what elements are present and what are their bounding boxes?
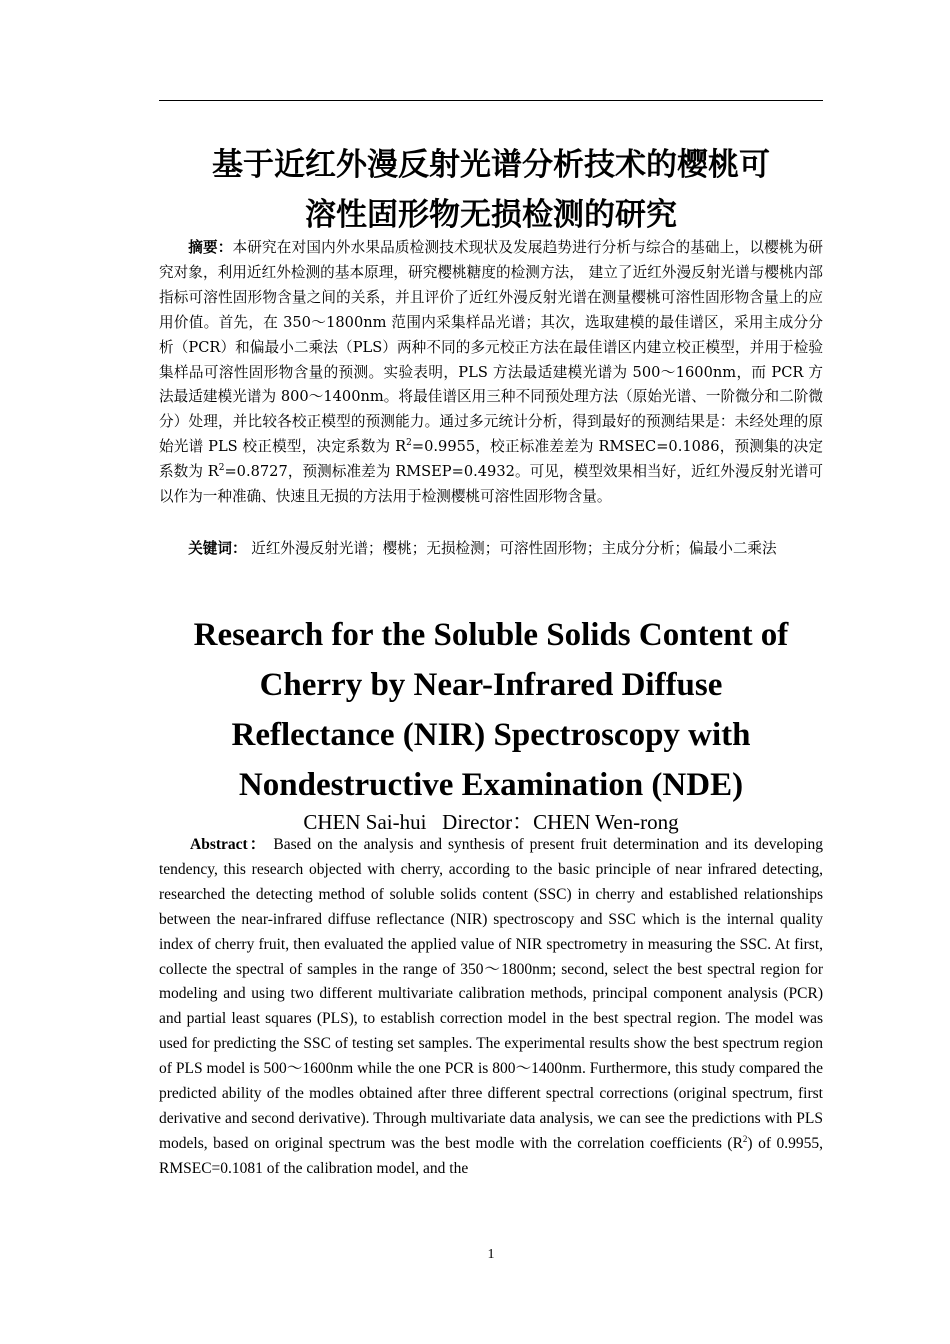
chinese-abstract-label: 摘要： bbox=[188, 239, 233, 256]
english-authors: CHEN Sai-hui Director：CHEN Wen-rong bbox=[303, 810, 679, 834]
chinese-abstract-text: =0.9955，校正标准差差为 RMSEC=0.1086，预测集的决定系数为 R bbox=[159, 438, 823, 481]
english-title-line: Research for the Soluble Solids Content of bbox=[193, 617, 789, 653]
chinese-keywords bbox=[159, 537, 823, 562]
chinese-abstract-text: =0.8727，预测标准差为 RMSEP=0.4932。可见，模型效果相当好，近红外漫反射光谱可以作为一种准确、快速且无损的方法用于检测樱桃可溶性固形物含量。 bbox=[159, 463, 823, 506]
english-abstract-label: Abstract： bbox=[190, 836, 268, 853]
english-title-line: Cherry by Near-Infrared Diffuse bbox=[259, 667, 723, 703]
english-abstract-text: Based on the analysis and synthesis of present fruit determination and its developing tendency, this research objected with cherry, according to the basic principle of near infrared detecting, researched the detecting method of soluble solids content (SSC) in cherry and established relationships between the near-infrared diffuse reflectance (NIR) spectroscopy and SSC which is the internal quality index of cherry fruit, then evaluated the applied value of NIR spectrometry in measuring the SSC. At first, collecte the spectral of samples in the range of 350～1800nm; second, select the best spectral region for modeling and using two different multivariate calibration methods, principal component analysis (PCR) and partial least squares (PLS), to establish correction model in the best spectral region. The model was used for predicting the SSC of testing set samples. The experimental results show the best spectrum region of PLS model is 500～1600nm while the one PCR is 800～1400nm. Furthermore, this study compared the predicted ability of the modles obtained after three different spectral corrections (original spectrum, first derivative and second derivative). Through multivariate data analysis, we can see the predictions with PLS models, based on original spectrum was the best modle with the correlation coefficients (R bbox=[159, 836, 823, 1152]
paper-page bbox=[159, 0, 823, 1344]
chinese-abstract bbox=[159, 236, 823, 510]
chinese-keywords-label: 关键词： bbox=[188, 540, 247, 557]
chinese-title bbox=[159, 140, 823, 240]
superscript: 2 bbox=[406, 438, 412, 449]
superscript: 2 bbox=[742, 1133, 748, 1144]
english-title-line: Reflectance (NIR) Spectroscopy with bbox=[231, 717, 751, 753]
english-title-line: Nondestructive Examination (NDE) bbox=[238, 767, 744, 803]
page-number: 1 bbox=[487, 1247, 495, 1262]
english-title bbox=[159, 610, 823, 810]
english-abstract bbox=[159, 833, 823, 1182]
chinese-keywords-text: 近红外漫反射光谱；樱桃；无损检测；可溶性固形物；主成分分析；偏最小二乘法 bbox=[251, 540, 777, 557]
chinese-title-line: 溶性固形物无损检测的研究 bbox=[305, 197, 677, 233]
superscript: 2 bbox=[218, 463, 225, 474]
header-rule bbox=[159, 100, 823, 101]
chinese-title-line: 基于近红外漫反射光谱分析技术的樱桃可 bbox=[212, 147, 770, 183]
chinese-abstract-text: 本研究在对国内外水果品质检测技术现状及发展趋势进行分析与综合的基础上，以樱桃为研究对象，利用近红外检测的基本原理，研究樱桃糖度的检测方法， 建立了近红外漫反射光谱与樱桃内部指标可溶性固形物含量之间的关系，并且评价了近红外漫反射光谱在测量樱桃可溶性固形物含量上的应用价值。首先，在 350～1800nm 范围内采集样品光谱；其次，选取建模的最佳谱区，采用主成分分析（PCR）和偏最小二乘法（PLS）两种不同的多元校正方法在最佳谱区内建立校正模型，并用于检验集样品可溶性固形物含量的预测。实验表明，PLS 方法最适建模光谱为 500～1600nm，而 PCR 方法最适建模光谱为 800～1400nm。将最佳谱区用三种不同预处理方法（原始光谱、一阶微分和二阶微分）处理，并比较各校正模型的预测能力。通过多元统计分析，得到最好的预测结果是：未经处理的原始光谱 PLS 校正模型，决定系数为 R bbox=[159, 239, 823, 456]
english-abstract-text: ) of 0.9955, RMSEC=0.1081 of the calibration model, and the bbox=[159, 1134, 824, 1177]
